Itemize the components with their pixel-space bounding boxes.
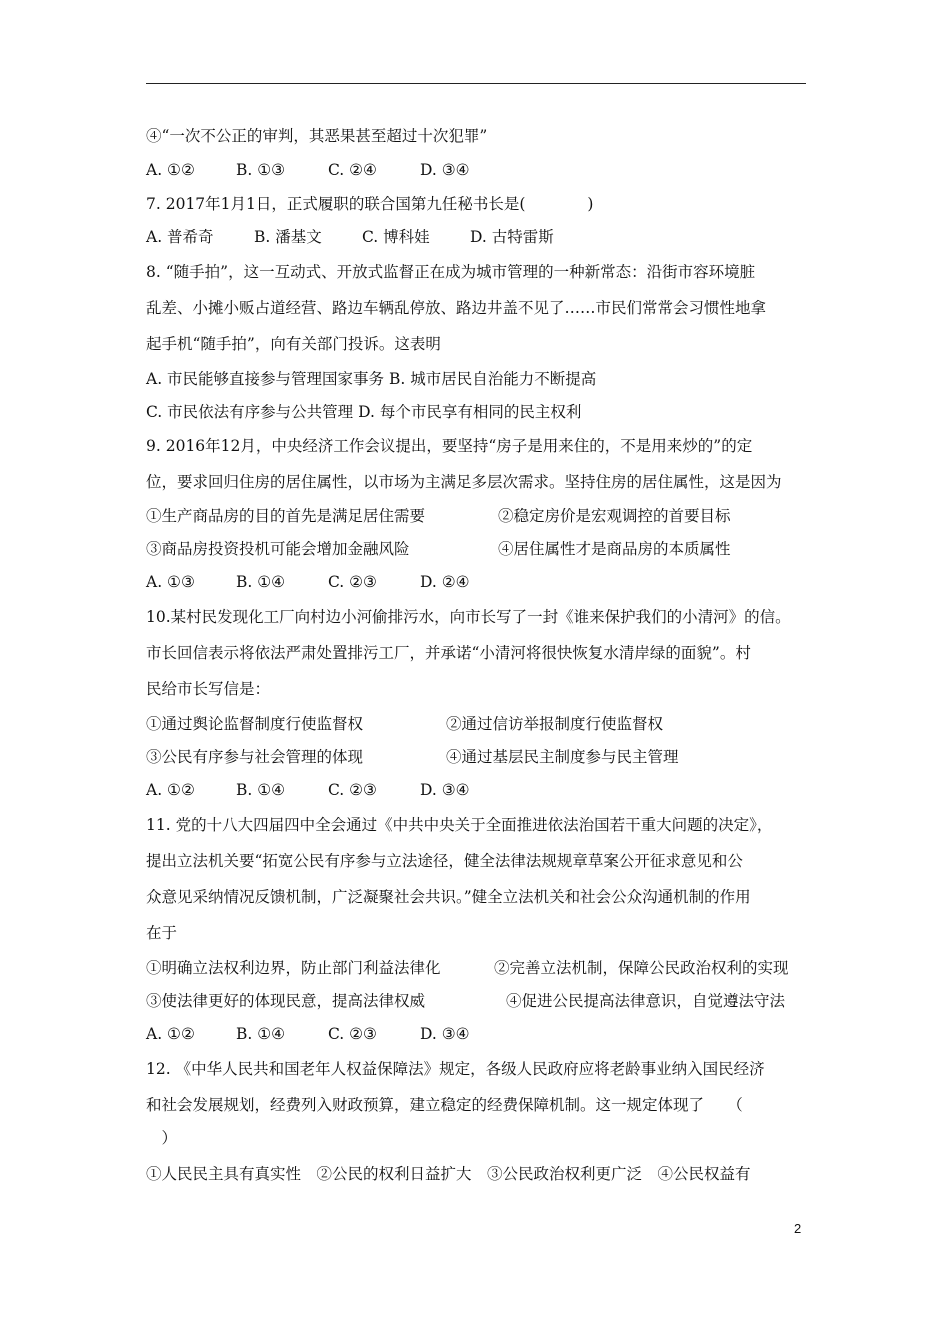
- q11-item-4: ④促进公民提高法律意识，自觉遵法守法: [506, 992, 786, 1010]
- q9-item-3: ③商品房投资投机可能会增加金融风险: [146, 540, 410, 558]
- q10-item-4: ④通过基层民主制度参与民主管理: [446, 748, 679, 766]
- q11-item-2: ②完善立法机制，保障公民政治权利的实现: [494, 959, 789, 977]
- q10-option-d: D. ③④: [420, 781, 470, 799]
- q9-items-row-2: [146, 539, 731, 559]
- q9-item-2: ②稳定房价是宏观调控的首要目标: [498, 507, 731, 525]
- q10-stem-line-2: 市长回信表示将依法严肃处置排污工厂，并承诺“小清河将很快恢复水清岸绿的面貌”。村: [146, 644, 751, 662]
- q6-option-a: A. ①②: [146, 161, 195, 179]
- q11-option-b: B. ①④: [236, 1025, 286, 1043]
- q11-item-3: ③使法律更好的体现民意，提高法律权威: [146, 992, 426, 1010]
- page-number: 2: [794, 1221, 802, 1236]
- q9-stem-line-2: 位，要求回归住房的居住属性，以市场为主满足多层次需求。坚持住房的居住属性，这是因为: [146, 473, 782, 491]
- q7-option-d: D. 古特雷斯: [470, 228, 554, 246]
- q9-option-a: A. ①③: [146, 573, 195, 591]
- q10-item-3: ③公民有序参与社会管理的体现: [146, 748, 364, 766]
- q7-options: [146, 227, 554, 247]
- q11-stem-line-3: 众意见采纳情况反馈机制，广泛凝聚社会共识。”健全立法机关和社会公众沟通机制的作用: [146, 888, 751, 906]
- q10-stem-line-3: 民给市长写信是：: [146, 680, 271, 698]
- q7-option-b: B. 潘基文: [254, 228, 322, 246]
- q6-option-d: D. ③④: [420, 161, 470, 179]
- q10-stem-line-1: 10.某村民发现化工厂向村边小河偷排污水，向市长写了一封《谁来保护我们的小清河》的信。: [146, 608, 791, 626]
- q6-option-c: C. ②④: [328, 161, 377, 179]
- header-rule: [146, 83, 806, 84]
- q8-options-line-1: A. 市民能够直接参与管理国家事务 B. 城市居民自治能力不断提高: [146, 370, 597, 388]
- q11-option-d: D. ③④: [420, 1025, 470, 1043]
- q7-option-a: A. 普希奇: [146, 228, 214, 246]
- q6-option-b: B. ①③: [236, 161, 286, 179]
- q11-stem-line-2: 提出立法机关要“拓宽公民有序参与立法途径，健全法律法规规章草案公开征求意见和公: [146, 852, 743, 870]
- q10-items-row-1: [146, 714, 664, 734]
- q6-options: [146, 160, 470, 180]
- q8-stem-line-1: 8. “随手拍”，这一互动式、开放式监督正在成为城市管理的一种新常态：沿街市容环境脏: [146, 263, 756, 281]
- q10-option-a: A. ①②: [146, 781, 195, 799]
- q9-option-b: B. ①④: [236, 573, 286, 591]
- q11-option-c: C. ②③: [328, 1025, 377, 1043]
- q11-options: [146, 1024, 470, 1044]
- q9-stem-line-1: 9. 2016年12月，中央经济工作会议提出，要坚持“房子是用来住的，不是用来炒的”的定: [146, 437, 753, 455]
- q8-stem-line-3: 起手机“随手拍”，向有关部门投诉。这表明: [146, 335, 441, 353]
- q11-items-row-2: [146, 991, 786, 1011]
- q9-items-row-1: [146, 506, 731, 526]
- q10-option-b: B. ①④: [236, 781, 286, 799]
- q8-stem-line-2: 乱差、小摊小贩占道经营、路边车辆乱停放、路边井盖不见了……市民们常常会习惯性地拿: [146, 299, 767, 317]
- q11-option-a: A. ①②: [146, 1025, 195, 1043]
- q10-item-2: ②通过信访举报制度行使监督权: [446, 715, 664, 733]
- q11-stem-line-1: 11. 党的十八大四届四中全会通过《中共中央关于全面推进依法治国若干重大问题的决定》，: [146, 816, 773, 834]
- q10-option-c: C. ②③: [328, 781, 377, 799]
- q9-item-1: ①生产商品房的目的首先是满足居住需要: [146, 507, 426, 525]
- q12-items: ①人民民主具有真实性 ②公民的权利日益扩大 ③公民政治权利更广泛 ④公民权益有: [146, 1165, 751, 1183]
- q6-item-4: ④“一次不公正的审判，其恶果甚至超过十次犯罪”: [146, 127, 488, 145]
- q12-stem-line-1: 12. 《中华人民共和国老年人权益保障法》规定，各级人民政府应将老龄事业纳入国民经济: [146, 1060, 765, 1078]
- q11-stem-line-4: 在于: [146, 924, 178, 942]
- q10-item-1: ①通过舆论监督制度行使监督权: [146, 715, 364, 733]
- q11-items-row-1: [146, 958, 789, 978]
- q10-options: [146, 780, 470, 800]
- q7-stem: 7. 2017年1月1日，正式履职的联合国第九任秘书长是( ): [146, 195, 594, 213]
- q9-option-c: C. ②③: [328, 573, 377, 591]
- q9-options: [146, 572, 470, 592]
- q7-option-c: C. 博科娃: [362, 228, 430, 246]
- q12-stem-line-2: 和社会发展规划，经费列入财政预算，建立稳定的经费保障机制。这一规定体现了 （: [146, 1096, 743, 1114]
- q9-option-d: D. ②④: [420, 573, 470, 591]
- q8-options-line-2: C. 市民依法有序参与公共管理 D. 每个市民享有相同的民主权利: [146, 403, 582, 421]
- q10-items-row-2: [146, 747, 679, 767]
- q11-item-1: ①明确立法权利边界，防止部门利益法律化: [146, 959, 441, 977]
- q9-item-4: ④居住属性才是商品房的本质属性: [498, 540, 731, 558]
- q12-stem-line-3: ）: [146, 1129, 178, 1147]
